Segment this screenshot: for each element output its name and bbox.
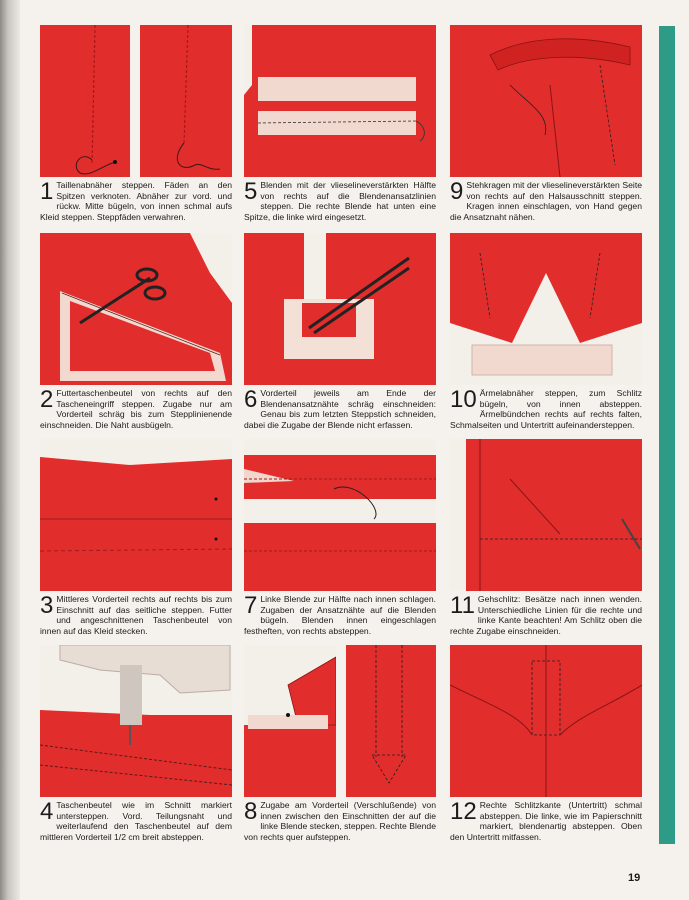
step-text: Rechte Schlitzkante (Untertritt) schmal absteppen. Die linke, wie im Papierschnitt markiert, blendenartig absteppen. Oben den Untertritt mitfassen. [450, 800, 642, 842]
step-5 [244, 25, 436, 231]
step-11-photo [450, 439, 642, 591]
step-text: Taillenabnäher steppen. Fäden an den Spitzen verknoten. Abnäher zur vord. und rückw. Mitte bügeln, von innen schmal aufs Kleid steppen. Steppfäden verwahren. [40, 180, 232, 222]
step-number: 4 [40, 798, 54, 825]
step-text: Ärmelabnäher steppen, zum Schlitz bügeln, von innen absteppen. Ärmelbündchen rechts auf rechts falten, Schmalseiten und Untertritt aufeinandersteppen. [450, 388, 642, 430]
step-5-photo [244, 25, 436, 177]
step-10 [450, 233, 642, 439]
step-8-photo-left [244, 645, 336, 797]
step-7-caption [244, 594, 436, 636]
accent-bar [659, 26, 675, 844]
step-3-caption [40, 594, 232, 636]
step-number: 8 [244, 798, 258, 825]
step-5-caption [244, 180, 436, 222]
step-1-photo-right [140, 25, 232, 177]
step-8-photo-right [346, 645, 436, 797]
step-text: Futtertaschenbeutel von rechts auf den Tascheneingriff steppen. Zugabe nur am Vorderteil schräg bis zum Stepplinienende einschneiden. Die Naht ausbügeln. [40, 388, 232, 430]
step-number: 10 [450, 386, 477, 413]
step-text: Gehschlitz: Besätze nach innen wenden. Unterschiedliche Linien für die rechte und linke Kante beachten! Am Schlitz oben die rechte Zugabe einschneiden. [450, 594, 642, 636]
step-4-caption [40, 800, 232, 842]
step-2-caption [40, 388, 232, 430]
step-text: Vorderteil jeweils am Ende der Blendenansatznähte schräg einschneiden: Genau bis zum letzten Steppstich schneiden, dabei die Zugabe der Blende nicht erfassen. [244, 388, 436, 430]
step-text: Stehkragen mit der vlieselineverstärkten Seite von rechts auf den Halsausschnitt steppen. Kragen innen einschlagen, von Hand gegen die Ansatznaht nähen. [450, 180, 642, 222]
step-6-caption [244, 388, 436, 430]
step-7 [244, 439, 436, 645]
step-12 [450, 645, 642, 851]
step-9-photo [450, 25, 642, 177]
step-1-caption [40, 180, 232, 222]
page-number: 19 [628, 872, 641, 884]
step-9-caption [450, 180, 642, 222]
step-number: 7 [244, 592, 258, 619]
step-6-photo [244, 233, 436, 385]
step-2 [40, 233, 232, 439]
step-number: 6 [244, 386, 258, 413]
step-text: Taschenbeutel wie im Schnitt markiert untersteppen. Vord. Teilungsnaht und weiterlaufend den Taschenbeutel auf dem mittleren Vorderteil 1/2 cm breit absteppen. [40, 800, 232, 842]
step-number: 12 [450, 798, 477, 825]
step-number: 3 [40, 592, 54, 619]
step-3 [40, 439, 232, 645]
step-12-caption [450, 800, 642, 842]
step-text: Blenden mit der vlieselineverstärkten Hälfte von rechts auf die Blendenansatzlinien steppen. Die rechte Blende hat unten eine Spitze, die linke wird eingesetzt. [244, 180, 436, 222]
step-10-caption [450, 388, 642, 430]
step-8-caption [244, 800, 436, 842]
step-text: Zugabe am Vorderteil (Verschlußende) von innen zwischen den Einschnitten der auf die linke Blende stecken, steppen. Rechte Blende von rechts quer aufsteppen. [244, 800, 436, 842]
step-text: Mittleres Vorderteil rechts auf rechts bis zum Einschnitt auf das seitliche steppen. Futter und angeschnittenen Taschenbeutel von innen auf das Kleid stecken. [40, 594, 232, 636]
step-number: 11 [450, 592, 475, 619]
step-6 [244, 233, 436, 439]
step-11 [450, 439, 642, 645]
step-10-photo [450, 233, 642, 385]
step-number: 5 [244, 178, 258, 205]
step-8 [244, 645, 436, 851]
step-7-photo [244, 439, 436, 591]
step-1 [40, 25, 232, 231]
step-text: Linke Blende zur Hälfte nach innen schlagen. Zugaben der Ansatznähte auf die Blenden bügeln. Blenden innen eingeschlagen festheften, von rechts absteppen. [244, 594, 436, 636]
step-number: 9 [450, 178, 464, 205]
step-1-photo-left [40, 25, 130, 177]
step-4 [40, 645, 232, 851]
step-11-caption [450, 594, 642, 636]
step-number: 1 [40, 178, 54, 205]
book-gutter-shadow [0, 0, 20, 900]
step-number: 2 [40, 386, 54, 413]
step-2-photo [40, 233, 232, 385]
step-9 [450, 25, 642, 231]
step-3-photo [40, 439, 232, 591]
step-4-photo [40, 645, 232, 797]
step-12-photo [450, 645, 642, 797]
